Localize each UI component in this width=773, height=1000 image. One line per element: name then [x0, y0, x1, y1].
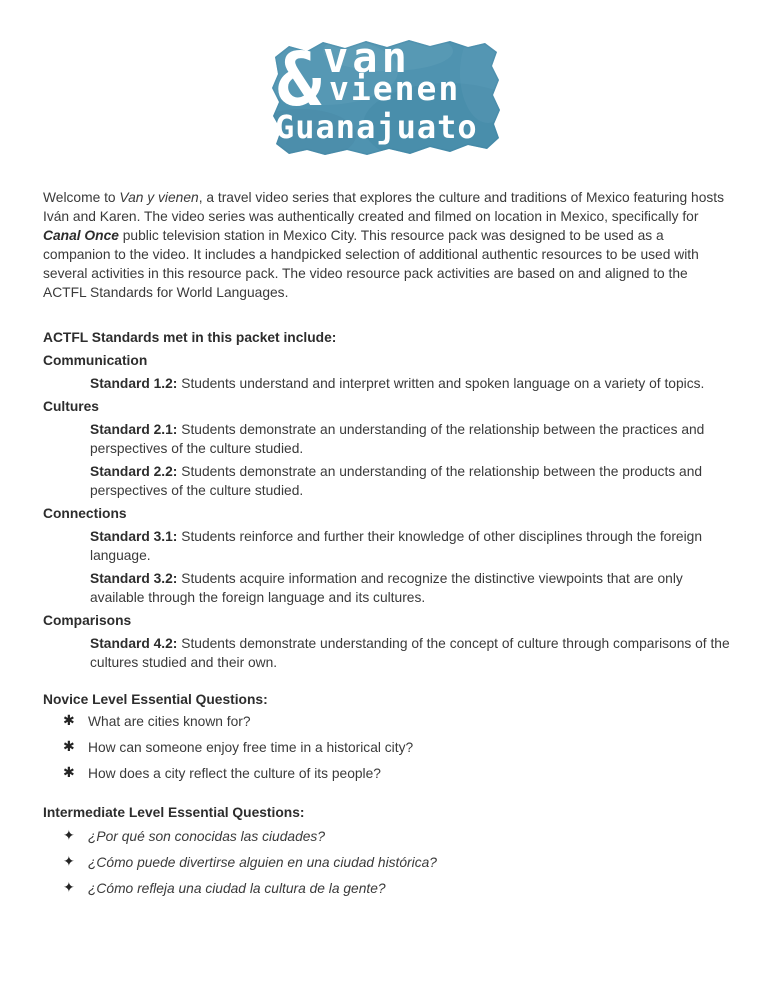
- heavy-asterisk-bullet-icon: ✱: [63, 739, 75, 755]
- standard-item: [90, 420, 733, 458]
- question-item: [43, 879, 733, 898]
- question-item: [43, 853, 733, 872]
- van-y-vienen-logo: [263, 33, 503, 161]
- standards-category: Connections: [43, 506, 127, 521]
- standard-text: Students acquire information and recognize the distinctive viewpoints that are only available through the foreign language and its cultures.: [90, 571, 683, 605]
- question-text: How does a city reflect the culture of its people?: [88, 766, 381, 781]
- logo-ampersand: &: [277, 37, 322, 123]
- novice-questions-heading: Novice Level Essential Questions:: [43, 692, 268, 707]
- document-body: [43, 188, 733, 905]
- intro-segment: Canal Once: [43, 228, 119, 243]
- question-text: What are cities known for?: [88, 714, 251, 729]
- intro-segment: Van y vienen: [119, 190, 199, 205]
- standard-label: Standard 3.1:: [90, 529, 178, 544]
- standard-label: Standard 2.1:: [90, 422, 178, 437]
- standard-item: [90, 527, 733, 565]
- intro-segment: , a travel video series that explores the culture and traditions of Mexico featuring hosts Iván and Karen. The video series was authentically created and filmed on location in Mexico, specifically for: [43, 190, 725, 224]
- standards-group: [43, 611, 733, 672]
- novice-questions-list: [43, 712, 733, 783]
- standard-text: Students reinforce and further their knowledge of other disciplines through the foreign language.: [90, 529, 703, 563]
- standards-section: [43, 351, 733, 672]
- intro-segment: public television station in Mexico City. This resource pack was designed to be used as a companion to the video. It includes a handpicked selection of additional authentic resources to be used with several activities in this resource pack. The video resource pack activities are based on and aligned to the ACTFL Standards for World Languages.: [43, 228, 699, 300]
- heavy-asterisk-bullet-icon: ✱: [63, 765, 75, 781]
- standard-text: Students demonstrate an understanding of the relationship between the products and perspectives of the culture studied.: [90, 464, 703, 498]
- standard-text: Students understand and interpret written and spoken language on a variety of topics.: [177, 376, 705, 391]
- standard-item: [90, 634, 733, 672]
- standards-category: Comparisons: [43, 613, 132, 628]
- logo-word-vienen: vienen: [329, 69, 461, 108]
- standard-label: Standard 4.2:: [90, 636, 178, 651]
- question-text: ¿Cómo refleja una ciudad la cultura de la gente?: [88, 881, 386, 896]
- standard-item: [90, 374, 733, 393]
- question-text: ¿Cómo puede divertirse alguien en una ciudad histórica?: [88, 855, 437, 870]
- standard-item: [90, 462, 733, 500]
- intermediate-questions-heading: Intermediate Level Essential Questions:: [43, 805, 305, 820]
- heavy-asterisk-bullet-icon: ✱: [63, 713, 75, 729]
- standards-group: [43, 397, 733, 500]
- standards-heading: ACTFL Standards met in this packet include:: [43, 330, 337, 345]
- standards-group: [43, 351, 733, 393]
- question-item: [43, 827, 733, 846]
- standard-item: [90, 569, 733, 607]
- four-pointed-star-bullet-icon: ✦: [63, 880, 75, 896]
- question-item: [43, 764, 733, 783]
- standard-text: Students demonstrate understanding of the concept of culture through comparisons of the cultures studied and their own.: [90, 636, 730, 670]
- question-item: [43, 712, 733, 731]
- intermediate-questions-list: [43, 827, 733, 898]
- logo-word-guanajuato: Guanajuato: [275, 108, 478, 146]
- standards-category: Communication: [43, 353, 148, 368]
- logo-word-van: van: [323, 33, 411, 82]
- standard-text: Students demonstrate an understanding of the relationship between the practices and perspectives of the culture studied.: [90, 422, 705, 456]
- standard-label: Standard 2.2:: [90, 464, 178, 479]
- intro-paragraph: [43, 188, 733, 302]
- question-text: ¿Por qué son conocidas las ciudades?: [88, 829, 325, 844]
- standard-label: Standard 1.2:: [90, 376, 178, 391]
- four-pointed-star-bullet-icon: ✦: [63, 828, 75, 844]
- standards-group: [43, 504, 733, 607]
- four-pointed-star-bullet-icon: ✦: [63, 854, 75, 870]
- standard-label: Standard 3.2:: [90, 571, 178, 586]
- question-text: How can someone enjoy free time in a historical city?: [88, 740, 414, 755]
- standards-category: Cultures: [43, 399, 99, 414]
- question-item: [43, 738, 733, 757]
- intro-segment: Welcome to: [43, 190, 120, 205]
